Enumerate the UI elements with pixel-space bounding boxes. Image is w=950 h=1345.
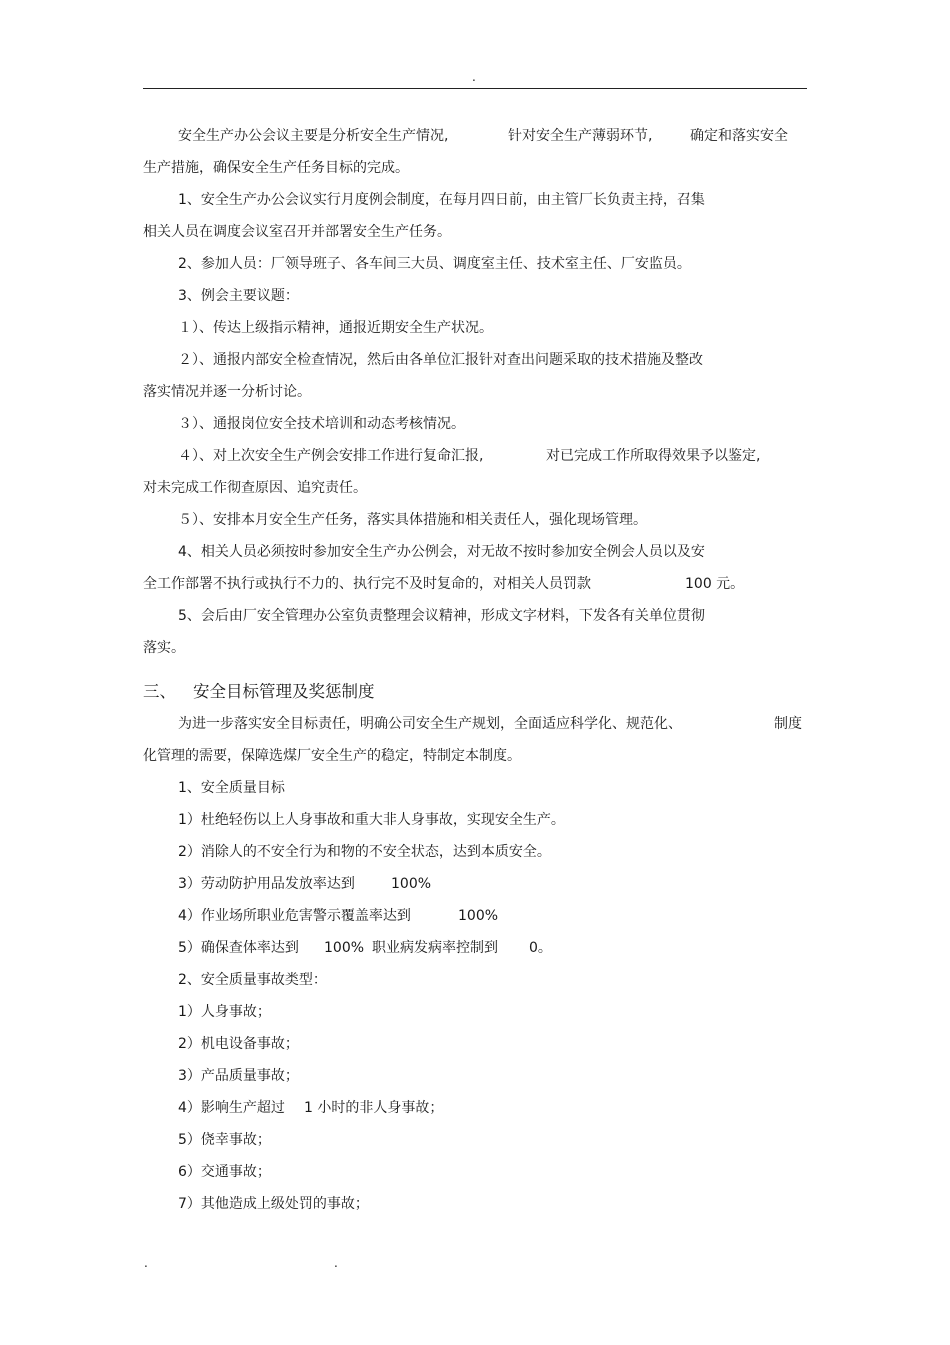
target-5-value-1: 100% <box>324 940 365 956</box>
item-5-line-1: 5、会后由厂安全管理办公室负责整理会议精神，形成文字材料，下发各有关单位贯彻 <box>178 608 705 624</box>
target-5-label: 5）确保查体率达到 <box>178 940 299 956</box>
footer-mark-right: . <box>334 1256 338 1270</box>
paragraph-intro-line-2: 生产措施，确保安全生产任务目标的完成。 <box>143 160 409 176</box>
subitem-4-line-1b: 对已完成工作所取得效果予以鉴定, <box>546 448 761 464</box>
target-2: 2）消除人的不安全行为和物的不安全状态，达到本质安全。 <box>178 844 551 860</box>
target-5-value-2: 0。 <box>529 940 552 956</box>
paragraph-intro-line-1a: 安全生产办公会议主要是分析安全生产情况, <box>178 128 449 144</box>
subitem-5: ５）、安排本月安全生产任务，落实具体措施和相关责任人，强化现场管理。 <box>178 512 647 528</box>
target-heading: 1、安全质量目标 <box>178 780 285 796</box>
item-1-line-1: 1、安全生产办公会议实行月度例会制度，在每月四日前，由主管厂长负责主持，召集 <box>178 192 705 208</box>
accident-type-3: 3）产品质量事故； <box>178 1068 299 1084</box>
subitem-4-line-1a: ４）、对上次安全生产例会安排工作进行复命汇报, <box>178 448 484 464</box>
header-mark: . <box>472 70 476 84</box>
item-2: 2、参加人员：厂领导班子、各车间三大员、调度室主任、技术室主任、厂安监员。 <box>178 256 691 272</box>
paragraph-intro-line-1b: 针对安全生产薄弱环节, <box>508 128 653 144</box>
item-4-line-2b: 100 元。 <box>685 576 745 592</box>
subitem-2-line-1: ２）、通报内部安全检查情况，然后由各单位汇报针对查出问题采取的技术措施及整改 <box>178 352 703 368</box>
accident-type-6: 6）交通事故； <box>178 1164 271 1180</box>
target-3-label: 3）劳动防护用品发放率达到 <box>178 876 355 892</box>
item-3: 3、例会主要议题： <box>178 288 299 304</box>
subitem-1: １）、传达上级指示精神，通报近期安全生产状况。 <box>178 320 493 336</box>
footer-mark-left: . <box>144 1256 148 1270</box>
target-3-value: 100% <box>391 876 432 892</box>
section-intro-line-1b: 制度 <box>774 716 802 732</box>
header-rule <box>143 88 807 89</box>
accident-type-4b: 1 小时的非人身事故； <box>304 1100 444 1116</box>
subitem-3: ３）、通报岗位安全技术培训和动态考核情况。 <box>178 416 465 432</box>
accident-type-7: 7）其他造成上级处罚的事故； <box>178 1196 369 1212</box>
subitem-4-line-2: 对未完成工作彻查原因、追究责任。 <box>143 480 367 496</box>
target-4-label: 4）作业场所职业危害警示覆盖率达到 <box>178 908 411 924</box>
item-1-line-2: 相关人员在调度会议室召开并部署安全生产任务。 <box>143 224 451 240</box>
paragraph-intro-line-1c: 确定和落实安全 <box>690 128 788 144</box>
section-intro-line-2: 化管理的需要，保障选煤厂安全生产的稳定，特制定本制度。 <box>143 748 521 764</box>
section-number: 三、 <box>143 682 176 701</box>
section-intro-line-1a: 为进一步落实安全目标责任，明确公司安全生产规划，全面适应科学化、规范化、 <box>178 716 682 732</box>
accident-type-5: 5）侥幸事故； <box>178 1132 271 1148</box>
section-title: 安全目标管理及奖惩制度 <box>193 682 375 701</box>
accident-type-2: 2）机电设备事故； <box>178 1036 299 1052</box>
target-1: 1）杜绝轻伤以上人身事故和重大非人身事故，实现安全生产。 <box>178 812 565 828</box>
item-5-line-2: 落实。 <box>143 640 185 656</box>
item-4-line-2a: 全工作部署不执行或执行不力的、执行完不及时复命的，对相关人员罚款 <box>143 576 591 592</box>
item-4-line-1: 4、相关人员必须按时参加安全生产办公例会，对无故不按时参加安全例会人员以及安 <box>178 544 705 560</box>
target-4-value: 100% <box>458 908 499 924</box>
target-5-label-2: 职业病发病率控制到 <box>372 940 498 956</box>
accident-type-4a: 4）影响生产超过 <box>178 1100 285 1116</box>
accident-type-1: 1）人身事故； <box>178 1004 271 1020</box>
accident-type-heading: 2、安全质量事故类型： <box>178 972 327 988</box>
subitem-2-line-2: 落实情况并逐一分析讨论。 <box>143 384 311 400</box>
